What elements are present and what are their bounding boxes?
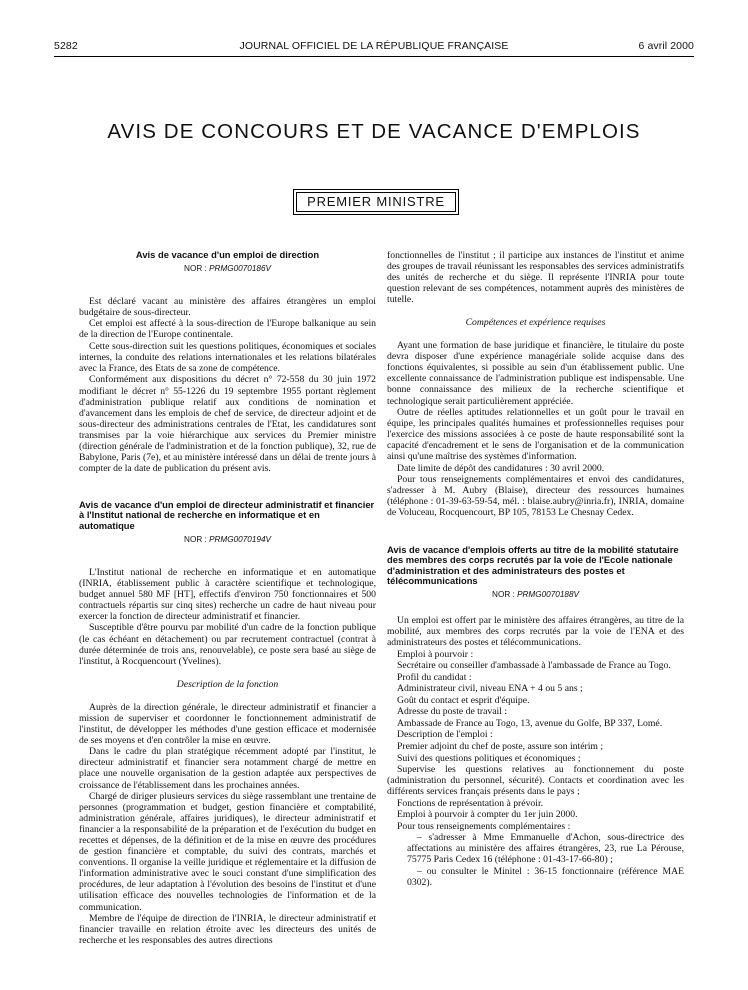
- list-item: Adresse du poste de travail :: [397, 706, 508, 718]
- list-item: Fonctions de représentation à prévoir.: [397, 797, 544, 809]
- list-item: Emploi à pourvoir :: [397, 648, 474, 660]
- paragraph: Susceptible d'être pourvu par mobilité d'un cadre de la fonction publique (le cas échéant en détachement) ou par recrutement contractuel (contrat à durée déterminée de trois ans, renouvelable), ce poste sera basé au siège de l'institut, à Rocquencourt (Yvelines).: [79, 622, 376, 667]
- subheading: Compétences et expérience requises: [465, 317, 606, 329]
- list-item: Profil du candidat :: [397, 671, 472, 683]
- nor-label: NOR :: [492, 589, 515, 599]
- section-title: PREMIER MINISTRE: [296, 192, 456, 212]
- section-box: [293, 189, 459, 215]
- issue-date: 6 avril 2000: [638, 40, 694, 52]
- paragraph: Cette sous-direction suit les questions politiques, économiques et sociales internes, la conduite des relations internationales et les relations bilatérales avec la France, des Etats de sa zone de compétence.: [79, 340, 376, 374]
- paragraph: Membre de l'équipe de direction de l'INRIA, le directeur administratif et financier travaille en relation étroite avec les directeurs des unités de recherche et les responsables des autres directions: [79, 913, 376, 947]
- left-column: [79, 250, 376, 946]
- subheading: Description de la fonction: [176, 678, 279, 690]
- nor-label: NOR :: [184, 263, 207, 273]
- list-item: Pour tous renseignements complémentaires :: [397, 820, 571, 832]
- page-number: 5282: [54, 40, 78, 52]
- list-item: – ou consulter le Minitel : 36-15 fonctionnaire (référence MAE 0302).: [407, 865, 684, 889]
- list-item: Premier adjoint du chef de poste, assure son intérim ;: [397, 740, 604, 752]
- paragraph: Conformément aux dispositions du décret n° 72-558 du 30 juin 1972 modifiant le décret n° 55-1226 du 19 septembre 1955 portant règlement d'administration publique relatif aux conditions de nomination et d'avancement dans les emplois de chef de service, de directeur adjoint et de sous-directeur des administrations centrales de l'Etat, les candidatures sont transmises par la voie hiérarchique aux services du Premier ministre (direction générale de l'administration et de la fonction publique), 32, rue de Babylone, Paris (7e), et au ministère intéressé dans un délai de trente jours à compter de la date de publication du présent avis.: [79, 374, 376, 474]
- journal-title: JOURNAL OFFICIEL DE LA RÉPUBLIQUE FRANÇAISE: [239, 40, 509, 52]
- paragraph: Ayant une formation de base juridique et financière, le titulaire du poste devra disposer d'une expérience managériale solide acquise dans des fonctions équivalentes, si possible au sein d'un établissement public. Une excellente connaissance de l'administration publique est indispensable. Une bonne connaissance des milieux de la recherche scientifique et technologique serait particulièrement appréciée.: [387, 340, 684, 407]
- paragraph: Outre de réelles aptitudes relationnelles et un goût pour le travail en équipe, les principales qualités humaines et professionnelles requises pour l'exercice des missions associées à ce poste de haute responsabilité sont la capacité d'encadrement et le sens de l'organisation et de la communication ainsi qu'une maîtrise des systèmes d'information.: [387, 407, 684, 463]
- list-item: Emploi à pourvoir à compter du 1er juin 2000.: [397, 809, 578, 821]
- paragraph: Un emploi est offert par le ministère des affaires étrangères, au titre de la mobilité, aux membres des corps recrutés par la voie de l'ENA et des administrateurs des postes et télécommunications.: [387, 614, 684, 649]
- list-item: Ambassade de France au Togo, 13, avenue du Golfe, BP 337, Lomé.: [397, 717, 663, 729]
- article-title: Avis de vacance d'un emploi de directeur administratif et financier à l'Institut national de recherche en informatique et en automatique: [79, 498, 375, 532]
- nor-reference: [79, 534, 376, 545]
- nor-reference: [387, 589, 684, 600]
- header-rule: [54, 56, 694, 57]
- paragraph: L'Institut national de recherche en informatique et en automatique (INRIA, établissement public à caractère scientifique et technologique, budget annuel 580 MF [HT], effectifs d'environ 750 fonctionnaires et 500 contractuels répartis sur cinq sites) recherche un cadre de haut niveau pour exercer la fonction de directeur administratif et financier.: [79, 566, 376, 622]
- nor-code: PRMG0070186V: [209, 263, 271, 273]
- running-header: [54, 40, 694, 56]
- paragraph: Dans le cadre du plan stratégique récemment adopté par l'institut, le directeur administratif et financier sera notamment chargé de mettre en place une nouvelle organisation de la gestion adaptée aux perspectives de croissance de l'établissement dans les prochaines années.: [79, 746, 376, 791]
- nor-reference: [79, 263, 376, 274]
- paragraph: Auprès de la direction générale, le directeur administratif et financier a mission de superviser et coordonner le fonctionnement administratif de l'institut, de développer les méthodes d'une gestion efficace et modernisée de ses moyens et d'en contrôler la mise en œuvre.: [79, 701, 376, 746]
- list-item: Supervise les questions relatives au fonctionnement du poste (administration du personnel, sécurité). Contacts et coordination avec les différents services français présents dans le pays ;: [387, 764, 684, 798]
- paragraph: Cet emploi est affecté à la sous-direction de l'Europe balkanique au sein de la direction de l'Europe continentale.: [79, 318, 376, 341]
- paragraph: fonctionnelles de l'institut ; il participe aux instances de l'institut et anime des groupes de travail réunissant les responsables des services administratifs des unités de recherche et du siège. Il représente l'INRIA pour toute question relevant de ses compétences, notamment auprès des ministères de tutelle.: [387, 250, 684, 306]
- list-item: Suivi des questions politiques et économiques ;: [397, 752, 581, 764]
- nor-code: PRMG0070188V: [517, 589, 579, 599]
- list-item: – s'adresser à Mme Emmanuelle d'Achon, sous-directrice des affectations au ministère des affaires étrangères, 23, rue La Pérouse, 75775 Paris Cedex 16 (téléphone : 01-43-17-66-80) ;: [407, 832, 684, 866]
- right-column: [387, 250, 684, 888]
- list-item: Description de l'emploi :: [397, 729, 493, 741]
- nor-label: NOR :: [184, 534, 207, 544]
- paragraph: Pour tous renseignements complémentaires et envoi des candidatures, s'adresser à M. Aubry (Blaise), directeur des ressources humaines (téléphone : 01-39-63-59-54, mél. : blaise.aubry@inria.fr), INRIA, domaine de Voluceau, Rocquencourt, BP 105, 78153 Le Chesnay Cedex.: [387, 474, 684, 519]
- article-title: Avis de vacance d'emplois offerts au titre de la mobilité statutaire des membres des corps recrutés par la voie de l'Ecole nationale d'administration et des administrateurs des postes et télécommunications: [387, 543, 679, 587]
- article-title: Avis de vacance d'un emploi de direction: [135, 249, 320, 260]
- list-item: Administrateur civil, niveau ENA + 4 ou 5 ans ;: [397, 683, 583, 695]
- paragraph: Est déclaré vacant au ministère des affaires étrangères un emploi budgétaire de sous-directeur.: [79, 295, 376, 318]
- paragraph: Date limite de dépôt des candidatures : 30 avril 2000.: [397, 462, 605, 474]
- page-title: AVIS DE CONCOURS ET DE VACANCE D'EMPLOIS: [107, 120, 641, 143]
- paragraph: Chargé de diriger plusieurs services du siège rassemblant une trentaine de personnes (programmation et budget, gestion financière et comptabilité, administration générale, affaires juridiques), le directeur administratif et financier a la responsabilité de la préparation et de l'exécution du budget en recettes et dépenses, de la définition et de la mise en œuvre des procédures de gestion financière et comptable, du suivi des contrats, marchés et conventions. Il organise la veille juridique et réglementaire et la diffusion de l'information administrative avec le souci constant d'une simplification des procédures, de leur adaptation à l'évolution des besoins de l'institut et d'une utilisation efficace des nouvelles technologies de l'information et de la communication.: [79, 791, 376, 913]
- list-item: Secrétaire ou conseiller d'ambassade à l'ambassade de France au Togo.: [397, 660, 671, 672]
- nor-code: PRMG0070194V: [209, 534, 271, 544]
- list-item: Goût du contact et esprit d'équipe.: [397, 694, 530, 706]
